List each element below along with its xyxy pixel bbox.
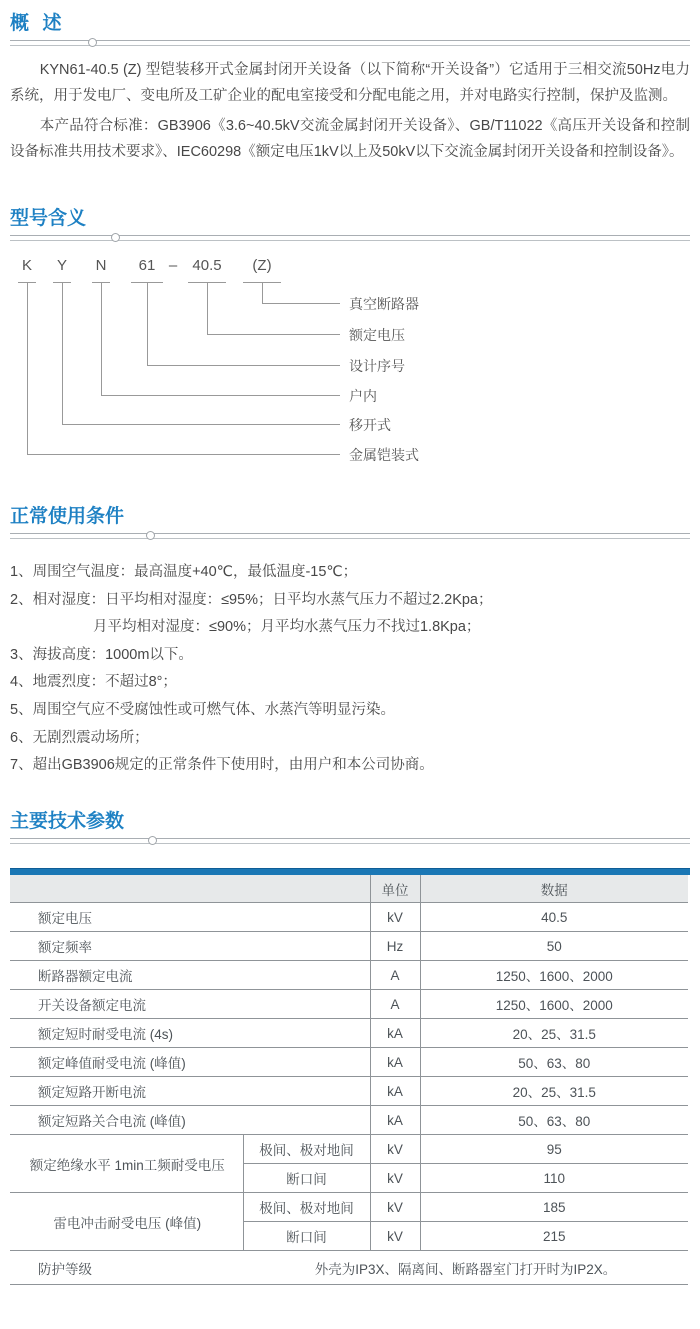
param-data: 40.5 xyxy=(420,903,688,932)
model-label: 移开式 xyxy=(349,417,391,433)
param-name: 开关设备额定电流 xyxy=(10,990,370,1019)
condition-item: 4、地震烈度：不超过8°； xyxy=(10,674,177,691)
pointer-horizontal-line xyxy=(147,365,340,366)
param-unit: kA xyxy=(370,1019,420,1048)
condition-item: 5、周围空气应不受腐蚀性或可燃气体、水蒸汽等明显污染。 xyxy=(10,701,396,718)
rule-dot-icon xyxy=(148,836,157,845)
pointer-vertical-line xyxy=(262,282,263,303)
param-group-name: 雷电冲击耐受电压 (峰值) xyxy=(10,1193,243,1251)
model-code-letter: K xyxy=(21,257,33,274)
param-name: 额定短时耐受电流 (4s) xyxy=(10,1019,370,1048)
param-name: 额定频率 xyxy=(10,932,370,961)
param-data: 110 xyxy=(420,1164,688,1193)
param-unit: kA xyxy=(370,1106,420,1135)
parameters-heading: 主要技术参数 xyxy=(10,810,125,832)
table-row xyxy=(10,932,688,961)
conditions-heading: 正常使用条件 xyxy=(10,506,125,527)
param-data: 50 xyxy=(420,932,688,961)
param-subname: 极间、极对地间 xyxy=(243,1135,370,1164)
param-unit: kV xyxy=(370,1222,420,1251)
param-data: 95 xyxy=(420,1135,688,1164)
param-subname: 断口间 xyxy=(243,1222,370,1251)
param-data: 185 xyxy=(420,1193,688,1222)
model-label: 额定电压 xyxy=(349,327,405,343)
param-data: 外壳为IP3X、隔离间、断路器室门打开时为IP2X。 xyxy=(243,1251,688,1285)
section-overview xyxy=(10,12,690,165)
overview-heading: 概 述 xyxy=(10,13,63,34)
table-row xyxy=(10,990,688,1019)
param-data: 20、25、31.5 xyxy=(420,1019,688,1048)
param-unit: A xyxy=(370,990,420,1019)
pointer-horizontal-line xyxy=(262,303,340,304)
section-parameters xyxy=(10,810,690,1286)
table-row xyxy=(10,1019,688,1048)
pointer-horizontal-line xyxy=(27,454,340,455)
param-unit: kV xyxy=(370,1135,420,1164)
param-name: 额定短路开断电流 xyxy=(10,1077,370,1106)
rule-dot-icon xyxy=(111,233,120,242)
pointer-vertical-line xyxy=(207,282,208,334)
param-subname: 极间、极对地间 xyxy=(243,1193,370,1222)
heading-rule xyxy=(10,235,690,241)
param-unit: kA xyxy=(370,1077,420,1106)
heading-rule xyxy=(10,838,690,844)
conditions-list xyxy=(10,559,690,780)
table-row xyxy=(10,1106,688,1135)
model-code-letter: 61 xyxy=(138,257,156,274)
header-unit-cell: 单位 xyxy=(370,875,420,903)
overview-paragraph: 本产品符合标准：GB3906《3.6~40.5kV交流金属封闭开关设备》、GB/T11022《高压开关设备和控制设备标准共用技术要求》、IEC60298《额定电压1kV以上及50kV以下交流金属封闭开关设备和控制设备》。 xyxy=(10,118,690,160)
condition-item: 2、相对湿度：日平均相对湿度：≤95%；日平均水蒸气压力不超过2.2Kpa； xyxy=(10,591,493,608)
condition-item: 7、超出GB3906规定的正常条件下使用时，由用户和本公司协商。 xyxy=(10,757,434,774)
table-row xyxy=(10,1048,688,1077)
pointer-vertical-line xyxy=(101,282,102,395)
model-label: 户内 xyxy=(349,388,377,404)
rule-dot-icon xyxy=(146,531,155,540)
table-row xyxy=(10,903,688,932)
model-code-letter: Y xyxy=(56,257,68,274)
param-unit: kV xyxy=(370,1193,420,1222)
param-data: 1250、1600、2000 xyxy=(420,961,688,990)
pointer-horizontal-line xyxy=(207,334,340,335)
overview-paragraph: KYN61-40.5 (Z) 型铠装移开式金属封闭开关设备（以下简称“开关设备”）它适用于三相交流50Hz电力系统，用于发电厂、变电所及工矿企业的配电室接受和分配电能之用，并对电路实行控制，保护及监测。 xyxy=(10,62,690,104)
param-data: 215 xyxy=(420,1222,688,1251)
model-code-letter: 40.5 xyxy=(192,257,222,274)
parameters-table xyxy=(10,875,688,1286)
header-empty-cell xyxy=(10,875,370,903)
param-data: 1250、1600、2000 xyxy=(420,990,688,1019)
param-subname: 断口间 xyxy=(243,1164,370,1193)
param-name: 断路器额定电流 xyxy=(10,961,370,990)
model-heading: 型号含义 xyxy=(10,208,87,229)
model-label: 设计序号 xyxy=(349,358,405,374)
model-code-letter: N xyxy=(95,257,107,274)
condition-item: 6、无剧烈震动场所； xyxy=(10,729,149,746)
param-data: 50、63、80 xyxy=(420,1048,688,1077)
table-header-row xyxy=(10,875,688,903)
table-row xyxy=(10,1077,688,1106)
pointer-vertical-line xyxy=(27,282,28,454)
param-unit: kV xyxy=(370,903,420,932)
pointer-vertical-line xyxy=(62,282,63,424)
parameters-table-wrap xyxy=(10,868,690,1286)
table-row-grouped xyxy=(10,1135,688,1164)
pointer-vertical-line xyxy=(147,282,148,365)
table-top-bar xyxy=(10,868,690,875)
param-group-name: 额定绝缘水平 1min工频耐受电压 xyxy=(10,1135,243,1193)
table-row-grouped xyxy=(10,1193,688,1222)
param-name: 额定峰值耐受电流 (峰值) xyxy=(10,1048,370,1077)
param-data: 50、63、80 xyxy=(420,1106,688,1135)
heading-rule xyxy=(10,40,690,46)
param-name: 防护等级 xyxy=(10,1251,243,1285)
param-unit: Hz xyxy=(370,932,420,961)
param-unit: kA xyxy=(370,1048,420,1077)
model-code-dash: – xyxy=(168,257,178,274)
table-row xyxy=(10,961,688,990)
heading-rule xyxy=(10,533,690,539)
header-data-cell: 数据 xyxy=(420,875,688,903)
param-unit: kV xyxy=(370,1164,420,1193)
model-code-diagram xyxy=(10,257,690,469)
table-footer-row xyxy=(10,1251,688,1285)
section-conditions xyxy=(10,505,690,780)
pointer-horizontal-line xyxy=(62,424,340,425)
param-data: 20、25、31.5 xyxy=(420,1077,688,1106)
condition-item: 1、周围空气温度：最高温度+40℃，最低温度-15℃； xyxy=(10,564,358,580)
param-name: 额定短路关合电流 (峰值) xyxy=(10,1106,370,1135)
model-label: 真空断路器 xyxy=(349,296,419,312)
condition-item-continuation: 月平均相对湿度：≤90%；月平均水蒸气压力不找过1.8Kpa； xyxy=(93,619,481,636)
param-unit: A xyxy=(370,961,420,990)
section-model xyxy=(10,207,690,469)
rule-dot-icon xyxy=(88,38,97,47)
model-code-letter: (Z) xyxy=(252,257,272,274)
model-label: 金属铠装式 xyxy=(349,447,419,463)
param-name: 额定电压 xyxy=(10,903,370,932)
pointer-horizontal-line xyxy=(101,395,340,396)
condition-item: 3、海拔高度：1000m以下。 xyxy=(10,646,193,663)
